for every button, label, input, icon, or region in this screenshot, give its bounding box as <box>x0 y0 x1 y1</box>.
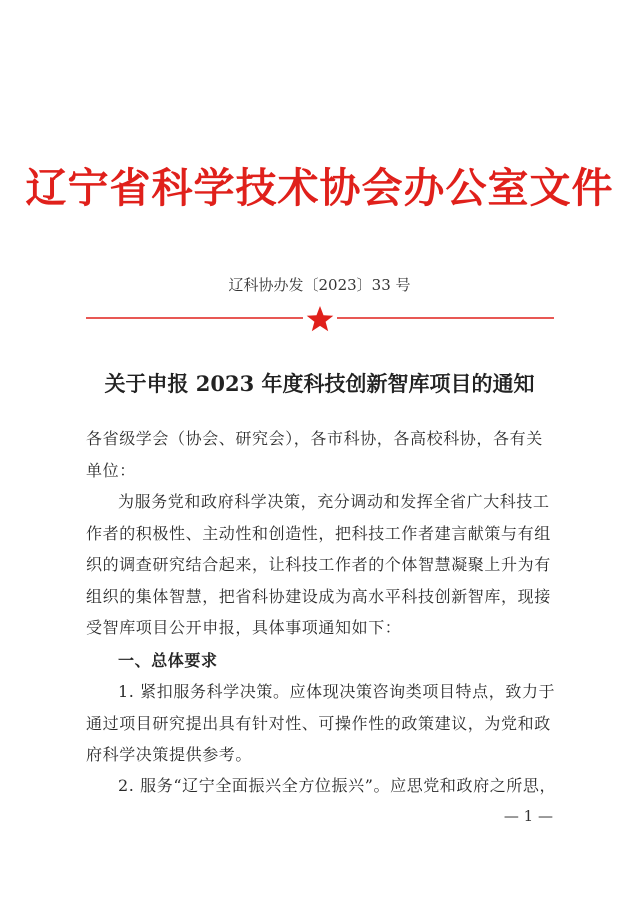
recipients-line: 各省级学会（协会、研究会），各市科协，各高校科协，各有关 <box>86 429 543 448</box>
red-star-icon <box>307 306 334 331</box>
document-header-title: 辽宁省科学技术协会办公室文件 <box>25 164 614 212</box>
notice-title: 关于申报 2023 年度科技创新智库项目的通知 <box>104 371 535 396</box>
section-heading: 一、总体要求 <box>118 651 218 670</box>
intro-line: 组织的集体智慧，把省科协建设成为高水平科技创新智库，现接 <box>86 586 551 606</box>
intro-line: 织的调查研究结合起来，让科技工作者的个体智慧凝聚上升为有 <box>86 555 551 574</box>
item-1-line: 1. 紧扣服务科学决策。应体现决策咨询类项目特点，致力于 <box>118 682 556 701</box>
item-1-line: 通过项目研究提出具有针对性、可操作性的政策建议，为党和政 <box>86 713 551 733</box>
item-1-paragraph <box>86 676 556 771</box>
recipients-paragraph <box>86 423 556 486</box>
item-2-line: 2. 服务“辽宁全面振兴全方位振兴”。应思党和政府之所思， <box>118 776 556 795</box>
red-divider <box>86 305 554 339</box>
document-number: 辽科协办发〔2023〕33 号 <box>228 276 411 294</box>
page-number: — 1 — <box>503 807 553 825</box>
item-1-line: 府科学决策提供参考。 <box>86 745 253 764</box>
item-2-paragraph <box>86 770 556 802</box>
recipients-line: 单位： <box>86 460 136 480</box>
intro-line: 作者的积极性、主动性和创造性，把科技工作者建言献策与有组 <box>86 523 551 543</box>
intro-line: 受智库项目公开申报，具体事项通知如下： <box>86 618 402 637</box>
intro-paragraph <box>86 486 556 644</box>
intro-line: 为服务党和政府科学决策，充分调动和发挥全省广大科技工 <box>118 492 550 511</box>
